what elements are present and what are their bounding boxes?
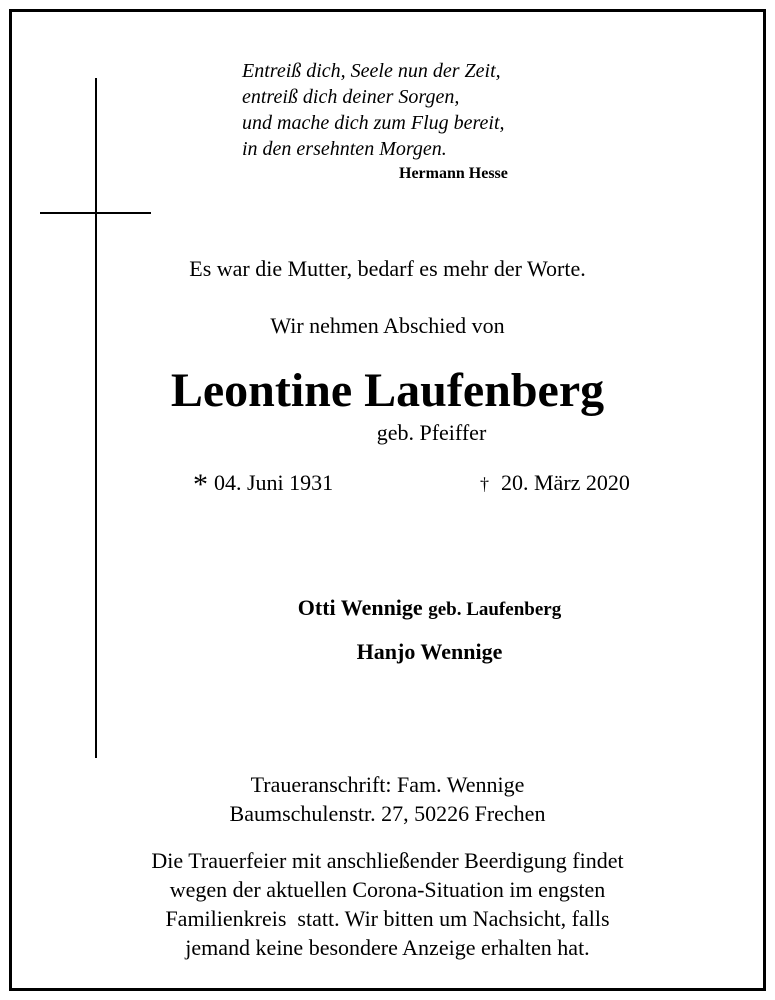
family-member-1: [42, 594, 775, 624]
birth-date-text: 04. Juni 1931: [214, 470, 334, 495]
intro-line-2: Wir nehmen Abschied von: [270, 313, 505, 338]
family-member-2: Hanjo Wennige: [356, 639, 503, 664]
funeral-notice: [0, 846, 775, 962]
death-cross-icon: †: [480, 474, 489, 494]
intro-line-1: Es war die Mutter, bedarf es mehr der Worte.: [189, 256, 586, 281]
notice-line: Familienkreis statt. Wir bitten um Nachsicht, falls: [165, 906, 610, 931]
family-member-1-note: geb. Laufenberg: [428, 599, 562, 620]
poem-line: entreiß dich deiner Sorgen,: [242, 86, 460, 108]
poem-line: und mache dich zum Flug bereit,: [242, 112, 505, 134]
notice-line: jemand keine besondere Anzeige erhalten hat.: [185, 935, 590, 960]
poem: [242, 58, 562, 162]
death-date-text: 20. März 2020: [501, 470, 630, 495]
birth-date: [193, 469, 333, 499]
address-line-1: Traueranschrift: Fam. Wennige: [250, 772, 525, 797]
death-date: [480, 469, 630, 498]
deceased-name: Leontine Laufenberg: [170, 364, 605, 417]
birth-star-icon: *: [193, 468, 208, 501]
family-member-1-name: Otti Wennige: [297, 595, 423, 620]
poem-author: Hermann Hesse: [399, 165, 508, 182]
poem-line: Entreiß dich, Seele nun der Zeit,: [242, 60, 501, 82]
notice-line: Die Trauerfeier mit anschließender Beerdigung findet: [151, 848, 624, 873]
address-line-2: Baumschulenstr. 27, 50226 Frechen: [229, 801, 546, 826]
notice-line: wegen der aktuellen Corona-Situation im engsten: [169, 877, 606, 902]
deceased-maiden-name: geb. Pfeiffer: [376, 420, 487, 445]
poem-line: in den ersehnten Morgen.: [242, 138, 447, 160]
cross-icon-horizontal: [40, 212, 151, 214]
